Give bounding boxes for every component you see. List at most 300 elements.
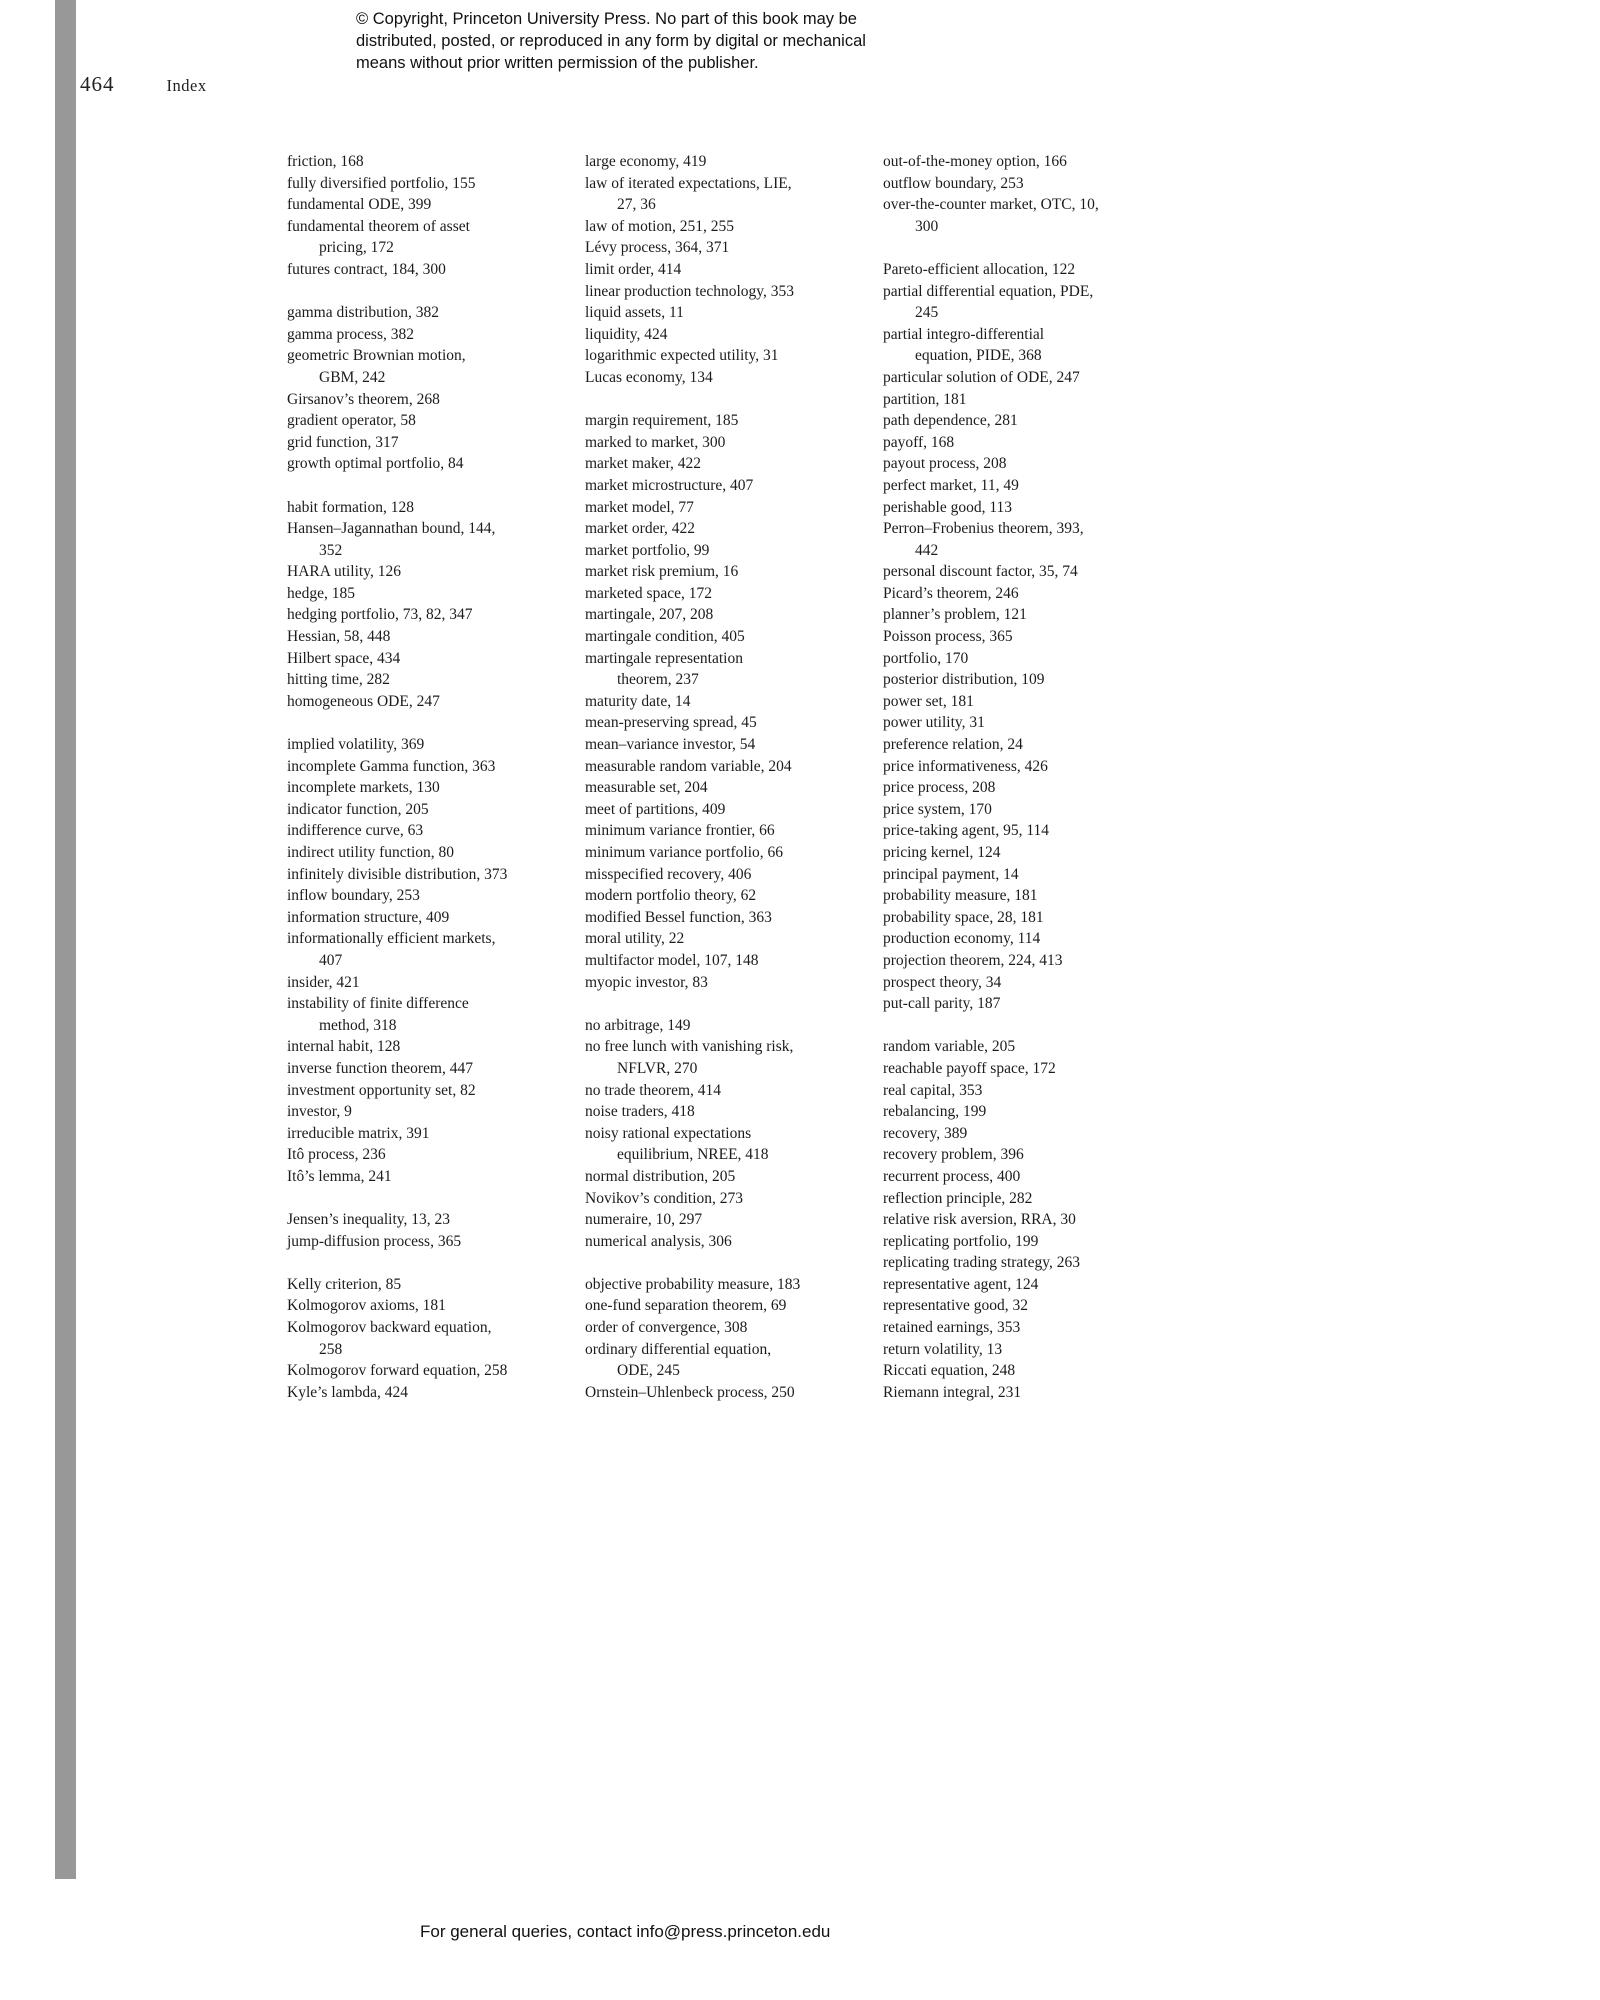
index-entry-line: insider, 421 xyxy=(287,973,360,991)
index-group xyxy=(287,1209,559,1252)
index-entry-line: myopic investor, 83 xyxy=(585,973,708,991)
index-group xyxy=(585,1274,857,1404)
index-entry-line: price informativeness, 426 xyxy=(883,757,1048,775)
index-entry-line: indirect utility function, 80 xyxy=(287,844,455,861)
index-entry-line: Pareto-efficient allocation, 122 xyxy=(883,260,1076,278)
index-entry-line: informationally efficient markets, xyxy=(287,930,496,948)
index-entry-line: indifference curve, 63 xyxy=(287,822,424,840)
index-entry-line: law of motion, 251, 255 xyxy=(585,217,734,235)
index-entry xyxy=(883,432,1183,454)
index-entry xyxy=(585,1188,857,1210)
index-entry-line: growth optimal portfolio, 84 xyxy=(287,455,464,473)
index-entry xyxy=(585,453,857,475)
index-entry xyxy=(883,1274,1183,1296)
index-column-3 xyxy=(883,151,1183,1403)
index-group xyxy=(287,151,559,281)
index-entry-line: modified Bessel function, 363 xyxy=(585,908,772,926)
index-entry xyxy=(287,453,559,475)
index-entry-line: internal habit, 128 xyxy=(287,1038,401,1056)
index-entry xyxy=(287,410,559,432)
index-entry xyxy=(287,1166,559,1188)
index-entry xyxy=(883,518,1183,561)
index-entry xyxy=(585,777,857,799)
index-entry xyxy=(287,259,559,281)
index-entry xyxy=(883,734,1183,756)
index-group xyxy=(585,1015,857,1253)
index-entry-line: particular solution of ODE, 247 xyxy=(883,368,1080,386)
index-entry-line: habit formation, 128 xyxy=(287,498,414,516)
index-entry xyxy=(883,777,1183,799)
index-entry xyxy=(883,1123,1183,1145)
index-entry xyxy=(585,497,857,519)
index-group xyxy=(883,259,1183,1015)
index-entry-continuation: method, 318 xyxy=(319,1016,397,1034)
index-entry-line: personal discount factor, 35, 74 xyxy=(883,563,1078,581)
index-entry xyxy=(883,820,1183,842)
index-entry xyxy=(883,799,1183,821)
index-entry-continuation: 245 xyxy=(915,304,939,322)
index-entry-line: numeraire, 10, 297 xyxy=(585,1211,703,1229)
index-entry xyxy=(287,691,559,713)
index-entry xyxy=(883,626,1183,648)
index-entry xyxy=(883,907,1183,929)
index-entry-line: Perron–Frobenius theorem, 393, xyxy=(883,520,1084,538)
index-entry-continuation: theorem, 237 xyxy=(617,671,699,689)
index-entry-line: replicating trading strategy, 263 xyxy=(883,1254,1080,1272)
index-column-1 xyxy=(287,151,559,1403)
index-entry-line: portfolio, 170 xyxy=(883,649,969,667)
index-entry-line: representative good, 32 xyxy=(883,1297,1029,1315)
index-entry xyxy=(287,1382,559,1404)
index-entry xyxy=(287,151,559,173)
index-entry-line: Ornstein–Uhlenbeck process, 250 xyxy=(585,1383,795,1401)
index-entry-line: no arbitrage, 149 xyxy=(585,1016,691,1034)
index-entry xyxy=(287,518,559,561)
index-column-2 xyxy=(585,151,857,1403)
index-entry xyxy=(883,756,1183,778)
index-entry xyxy=(287,907,559,929)
index-entry xyxy=(585,885,857,907)
index-entry xyxy=(883,885,1183,907)
index-entry xyxy=(585,173,857,216)
index-entry xyxy=(585,561,857,583)
index-entry-line: price process, 208 xyxy=(883,779,996,797)
index-entry-line: incomplete Gamma function, 363 xyxy=(287,757,496,775)
index-entry xyxy=(287,1274,559,1296)
index-entry xyxy=(585,367,857,389)
index-entry-line: information structure, 409 xyxy=(287,908,450,926)
index-entry-continuation: 442 xyxy=(915,541,939,559)
index-entry-continuation: pricing, 172 xyxy=(319,239,394,257)
index-entry-line: over-the-counter market, OTC, 10, xyxy=(883,196,1099,214)
index-entry-line: jump-diffusion process, 365 xyxy=(287,1232,462,1250)
index-entry-line: Lévy process, 364, 371 xyxy=(585,239,730,257)
index-entry xyxy=(883,669,1183,691)
index-entry xyxy=(287,497,559,519)
index-entry-line: market microstructure, 407 xyxy=(585,476,754,494)
index-entry xyxy=(287,972,559,994)
index-entry xyxy=(883,1252,1183,1274)
index-entry xyxy=(585,734,857,756)
index-entry-line: minimum variance frontier, 66 xyxy=(585,822,775,840)
index-entry-line: market risk premium, 16 xyxy=(585,563,739,581)
index-entry-line: mean–variance investor, 54 xyxy=(585,736,756,754)
index-entry-line: meet of partitions, 409 xyxy=(585,800,726,818)
index-entry-line: Riccati equation, 248 xyxy=(883,1362,1016,1380)
index-entry xyxy=(883,604,1183,626)
index-entry-continuation: GBM, 242 xyxy=(319,368,386,386)
index-entry xyxy=(287,1080,559,1102)
index-entry xyxy=(585,756,857,778)
index-entry xyxy=(287,669,559,691)
index-entry-line: price-taking agent, 95, 114 xyxy=(883,822,1049,840)
index-entry xyxy=(585,1015,857,1037)
index-entry xyxy=(585,820,857,842)
index-group xyxy=(585,410,857,993)
index-entry xyxy=(585,1123,857,1166)
index-entry xyxy=(883,410,1183,432)
index-entry-line: principal payment, 14 xyxy=(883,865,1019,883)
index-entry-line: Kelly criterion, 85 xyxy=(287,1275,402,1293)
index-entry xyxy=(287,993,559,1036)
index-entry xyxy=(883,453,1183,475)
index-entry xyxy=(883,648,1183,670)
index-entry-line: projection theorem, 224, 413 xyxy=(883,951,1063,969)
index-entry-line: infinitely divisible distribution, 373 xyxy=(287,865,508,883)
index-entry-line: measurable set, 204 xyxy=(585,779,708,797)
index-entry-line: instability of finite difference xyxy=(287,995,469,1013)
index-entry xyxy=(287,173,559,195)
index-entry-line: ordinary differential equation, xyxy=(585,1340,772,1358)
index-entry xyxy=(287,583,559,605)
index-entry-line: prospect theory, 34 xyxy=(883,973,1002,991)
index-entry-line: noise traders, 418 xyxy=(585,1103,695,1121)
index-entry-line: reachable payoff space, 172 xyxy=(883,1059,1056,1077)
index-entry-line: futures contract, 184, 300 xyxy=(287,260,446,278)
index-entry xyxy=(287,1101,559,1123)
index-group xyxy=(287,1274,559,1404)
index-entry xyxy=(585,410,857,432)
index-entry-line: gradient operator, 58 xyxy=(287,412,416,430)
index-entry xyxy=(287,626,559,648)
index-entry xyxy=(883,972,1183,994)
index-entry-line: moral utility, 22 xyxy=(585,930,685,948)
index-entry-line: hitting time, 282 xyxy=(287,671,390,689)
index-entry-line: Kolmogorov backward equation, xyxy=(287,1319,492,1337)
index-entry-line: linear production technology, 353 xyxy=(585,282,795,300)
index-entry xyxy=(585,1166,857,1188)
index-entry-line: payoff, 168 xyxy=(883,433,955,451)
index-entry-line: preference relation, 24 xyxy=(883,736,1023,754)
index-entry-line: market order, 422 xyxy=(585,520,695,538)
index-entry-line: perfect market, 11, 49 xyxy=(883,476,1019,494)
index-entry xyxy=(585,1339,857,1382)
index-entry xyxy=(883,1209,1183,1231)
index-entry-line: Picard’s theorem, 246 xyxy=(883,584,1019,602)
index-entry xyxy=(585,1080,857,1102)
index-entry-continuation: 300 xyxy=(915,217,939,235)
index-entry xyxy=(883,1101,1183,1123)
index-entry-line: Novikov’s condition, 273 xyxy=(585,1189,744,1207)
index-entry-line: modern portfolio theory, 62 xyxy=(585,887,757,905)
index-entry-line: liquid assets, 11 xyxy=(585,304,684,322)
section-label: Index xyxy=(166,76,207,95)
index-entry xyxy=(287,1295,559,1317)
index-entry-line: rebalancing, 199 xyxy=(883,1103,987,1121)
index-entry-line: out-of-the-money option, 166 xyxy=(883,153,1067,170)
index-entry-line: partition, 181 xyxy=(883,390,967,408)
index-entry xyxy=(883,151,1183,173)
index-entry-line: power set, 181 xyxy=(883,692,974,710)
index-entry-line: fully diversified portfolio, 155 xyxy=(287,174,476,192)
index-entry xyxy=(585,712,857,734)
index-entry xyxy=(287,561,559,583)
index-entry-line: friction, 168 xyxy=(287,153,364,170)
index-entry-line: martingale representation xyxy=(585,649,743,667)
index-entry-line: replicating portfolio, 199 xyxy=(883,1232,1039,1250)
index-entry xyxy=(585,216,857,238)
index-entry xyxy=(585,864,857,886)
index-entry-line: recovery problem, 396 xyxy=(883,1146,1024,1164)
index-entry xyxy=(585,1231,857,1253)
index-entry-line: martingale condition, 405 xyxy=(585,628,745,646)
index-entry-line: gamma distribution, 382 xyxy=(287,304,439,322)
index-entry xyxy=(585,626,857,648)
index-entry-line: one-fund separation theorem, 69 xyxy=(585,1297,787,1315)
index-entry xyxy=(585,928,857,950)
index-entry-line: Itô process, 236 xyxy=(287,1146,386,1164)
index-entry-line: relative risk aversion, RRA, 30 xyxy=(883,1211,1076,1229)
index-entry-line: indicator function, 205 xyxy=(287,800,429,818)
index-entry xyxy=(287,389,559,411)
index-entry xyxy=(883,950,1183,972)
index-entry xyxy=(287,1036,559,1058)
index-entry xyxy=(287,604,559,626)
index-entry xyxy=(585,151,857,173)
index-entry xyxy=(287,885,559,907)
index-entry xyxy=(883,864,1183,886)
index-entry-line: inflow boundary, 253 xyxy=(287,887,420,905)
index-entry-line: irreducible matrix, 391 xyxy=(287,1124,430,1142)
index-entry-line: posterior distribution, 109 xyxy=(883,671,1045,689)
index-entry xyxy=(585,950,857,972)
index-entry xyxy=(883,1317,1183,1339)
index-entry-line: Girsanov’s theorem, 268 xyxy=(287,390,440,408)
index-entry-line: hedge, 185 xyxy=(287,584,356,602)
copyright-notice xyxy=(356,8,866,74)
index-entry xyxy=(585,1295,857,1317)
index-entry-line: fundamental theorem of asset xyxy=(287,217,470,235)
index-entry xyxy=(585,842,857,864)
index-entry-continuation: ODE, 245 xyxy=(617,1362,680,1380)
index-entry xyxy=(287,1231,559,1253)
index-entry xyxy=(883,259,1183,281)
index-entry xyxy=(585,281,857,303)
index-entry-line: incomplete markets, 130 xyxy=(287,779,440,797)
index-entry-continuation: 258 xyxy=(319,1340,343,1358)
index-entry-line: power utility, 31 xyxy=(883,714,985,732)
index-entry-continuation: equation, PIDE, 368 xyxy=(915,347,1042,365)
index-entry xyxy=(287,1209,559,1231)
index-entry xyxy=(287,432,559,454)
index-entry xyxy=(883,1188,1183,1210)
index-entry-line: no free lunch with vanishing risk, xyxy=(585,1038,794,1056)
index-entry xyxy=(585,583,857,605)
index-entry-line: liquidity, 424 xyxy=(585,325,668,343)
index-entry-line: hedging portfolio, 73, 82, 347 xyxy=(287,606,473,624)
index-entry-line: planner’s problem, 121 xyxy=(883,606,1027,624)
index-entry xyxy=(585,1274,857,1296)
index-entry xyxy=(287,842,559,864)
index-entry-line: marketed space, 172 xyxy=(585,584,712,602)
index-entry-line: Hansen–Jagannathan bound, 144, xyxy=(287,520,496,538)
index-entry xyxy=(883,389,1183,411)
index-entry-line: order of convergence, 308 xyxy=(585,1319,748,1337)
index-entry xyxy=(585,1209,857,1231)
index-entry-line: limit order, 414 xyxy=(585,260,682,278)
index-entry xyxy=(287,324,559,346)
index-entry xyxy=(287,820,559,842)
index-entry xyxy=(883,691,1183,713)
index-entry-line: Itô’s lemma, 241 xyxy=(287,1167,392,1185)
index-entry-line: marked to market, 300 xyxy=(585,433,726,451)
index-entry xyxy=(883,1166,1183,1188)
index-entry-line: real capital, 353 xyxy=(883,1081,983,1099)
index-group xyxy=(883,1036,1183,1403)
index-entry xyxy=(883,194,1183,237)
index-entry xyxy=(883,475,1183,497)
index-entry xyxy=(287,756,559,778)
index-entry-line: investor, 9 xyxy=(287,1103,352,1121)
index-entry xyxy=(585,345,857,367)
index-entry xyxy=(585,972,857,994)
index-entry xyxy=(287,648,559,670)
index-entry-line: law of iterated expectations, LIE, xyxy=(585,174,792,192)
copyright-line: means without prior written permission of the publisher. xyxy=(356,54,759,72)
index-entry xyxy=(585,518,857,540)
index-entry-line: Hessian, 58, 448 xyxy=(287,628,391,646)
index-entry xyxy=(883,712,1183,734)
index-entry-line: grid function, 317 xyxy=(287,433,399,451)
index-entry-line: Riemann integral, 231 xyxy=(883,1383,1022,1401)
index-entry-line: Kolmogorov axioms, 181 xyxy=(287,1297,446,1315)
index-entry-continuation: 407 xyxy=(319,951,343,969)
index-entry xyxy=(883,561,1183,583)
index-entry-continuation: 27, 36 xyxy=(617,196,656,214)
index-entry xyxy=(585,259,857,281)
index-entry xyxy=(883,1360,1183,1382)
index-entry xyxy=(287,928,559,971)
index-entry-line: probability measure, 181 xyxy=(883,887,1038,905)
index-entry xyxy=(883,928,1183,950)
index-entry-line: production economy, 114 xyxy=(883,930,1041,948)
index-entry xyxy=(883,1231,1183,1253)
index-entry xyxy=(287,777,559,799)
index-entry-line: HARA utility, 126 xyxy=(287,563,401,581)
index-entry xyxy=(883,1058,1183,1080)
index-entry xyxy=(287,194,559,216)
index-entry xyxy=(585,648,857,691)
index-entry xyxy=(883,583,1183,605)
index-entry xyxy=(287,345,559,388)
index-entry-line: numerical analysis, 306 xyxy=(585,1232,732,1250)
index-entry xyxy=(883,281,1183,324)
index-entry-line: no trade theorem, 414 xyxy=(585,1081,722,1099)
index-entry xyxy=(585,1101,857,1123)
page-header xyxy=(80,72,207,97)
index-group xyxy=(287,497,559,713)
index-entry xyxy=(287,1123,559,1145)
index-entry xyxy=(287,1058,559,1080)
index-entry-line: Lucas economy, 134 xyxy=(585,368,713,386)
index-entry-line: price system, 170 xyxy=(883,800,992,818)
index-entry-line: large economy, 419 xyxy=(585,153,707,170)
index-entry xyxy=(883,497,1183,519)
index-entry xyxy=(883,1036,1183,1058)
index-entry-line: investment opportunity set, 82 xyxy=(287,1081,476,1099)
index-entry xyxy=(585,799,857,821)
index-entry-continuation: NFLVR, 270 xyxy=(617,1059,698,1077)
index-entry xyxy=(585,1382,857,1404)
index-entry-line: partial differential equation, PDE, xyxy=(883,282,1094,300)
index-entry-line: pricing kernel, 124 xyxy=(883,844,1001,861)
index-group xyxy=(287,302,559,475)
index-entry-line: gamma process, 382 xyxy=(287,325,414,343)
index-entry xyxy=(585,691,857,713)
index-group xyxy=(883,151,1183,237)
index-entry xyxy=(883,842,1183,864)
index-entry-line: noisy rational expectations xyxy=(585,1124,752,1142)
index-entry-line: normal distribution, 205 xyxy=(585,1167,736,1185)
index-entry-line: recovery, 389 xyxy=(883,1124,968,1142)
index-entry xyxy=(585,475,857,497)
index-entry-line: Kyle’s lambda, 424 xyxy=(287,1383,408,1401)
index-entry-line: partial integro-differential xyxy=(883,325,1045,343)
index-entry xyxy=(883,173,1183,195)
index-entry xyxy=(883,1339,1183,1361)
index-entry xyxy=(883,1144,1183,1166)
index-columns xyxy=(287,151,1183,1403)
index-entry xyxy=(287,864,559,886)
index-entry xyxy=(585,1317,857,1339)
index-entry xyxy=(883,1382,1183,1404)
index-entry xyxy=(287,1317,559,1360)
index-group xyxy=(287,734,559,1187)
index-entry-line: measurable random variable, 204 xyxy=(585,757,792,775)
index-entry-line: put-call parity, 187 xyxy=(883,995,1001,1013)
index-entry-line: martingale, 207, 208 xyxy=(585,606,714,624)
index-entry-continuation: equilibrium, NREE, 418 xyxy=(617,1146,769,1164)
footer-text: For general queries, contact info@press.princeton.edu xyxy=(420,1922,831,1941)
index-entry-line: market model, 77 xyxy=(585,498,694,516)
index-entry xyxy=(883,1295,1183,1317)
index-entry-line: payout process, 208 xyxy=(883,455,1007,473)
index-entry-line: retained earnings, 353 xyxy=(883,1319,1021,1337)
index-entry xyxy=(585,302,857,324)
index-entry-line: minimum variance portfolio, 66 xyxy=(585,844,784,861)
index-entry-line: outflow boundary, 253 xyxy=(883,174,1024,192)
index-entry-line: market maker, 422 xyxy=(585,455,702,473)
index-entry-line: fundamental ODE, 399 xyxy=(287,196,432,214)
index-entry-line: margin requirement, 185 xyxy=(585,412,739,430)
index-entry-line: inverse function theorem, 447 xyxy=(287,1059,473,1077)
index-entry xyxy=(883,993,1183,1015)
index-entry xyxy=(287,734,559,756)
index-entry-line: reflection principle, 282 xyxy=(883,1189,1033,1207)
index-entry-line: return volatility, 13 xyxy=(883,1340,1003,1358)
index-entry xyxy=(585,604,857,626)
index-entry xyxy=(287,799,559,821)
